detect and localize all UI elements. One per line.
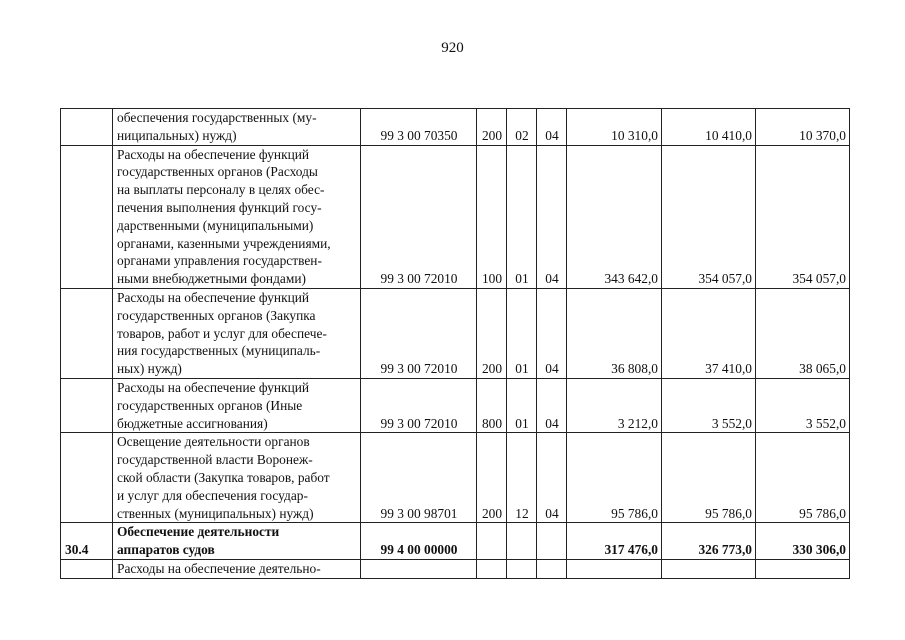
amount-year-1-cell: 95 786,0 [567,433,662,523]
amount-year-3-cell [756,559,850,578]
expense-name-cell: Обеспечение деятельности аппаратов судов [113,523,361,560]
table-row [61,378,850,432]
subsection-code-cell: 04 [537,109,567,146]
expense-type-code-cell [477,559,507,578]
table-row [61,559,850,578]
amount-year-3-cell: 354 057,0 [756,145,850,288]
amount-year-1-cell [567,559,662,578]
amount-year-2-cell: 326 773,0 [662,523,756,560]
amount-year-3-cell: 10 370,0 [756,109,850,146]
table-row [61,433,850,523]
section-code-cell: 02 [507,109,537,146]
expense-type-code-cell: 200 [477,288,507,378]
amount-year-2-cell: 95 786,0 [662,433,756,523]
row-number-cell: 30.4 [61,523,113,560]
amount-year-2-cell: 3 552,0 [662,378,756,432]
section-code-cell: 01 [507,145,537,288]
expense-name-cell: обеспечения государственных (му- ниципальных) нужд) [113,109,361,146]
expense-type-code-cell: 200 [477,109,507,146]
expense-type-code-cell: 200 [477,433,507,523]
row-number-cell [61,288,113,378]
amount-year-1-cell: 36 808,0 [567,288,662,378]
amount-year-1-cell: 317 476,0 [567,523,662,560]
amount-year-3-cell: 3 552,0 [756,378,850,432]
expense-name-cell: Расходы на обеспечение деятельно- [113,559,361,578]
expense-type-code-cell [477,523,507,560]
section-code-cell: 12 [507,433,537,523]
amount-year-2-cell: 37 410,0 [662,288,756,378]
table-row [61,523,850,560]
budget-table [60,108,850,579]
table-row [61,145,850,288]
amount-year-3-cell: 38 065,0 [756,288,850,378]
amount-year-2-cell [662,559,756,578]
target-article-code-cell: 99 3 00 98701 [361,433,477,523]
amount-year-2-cell: 10 410,0 [662,109,756,146]
section-code-cell [507,559,537,578]
amount-year-1-cell: 343 642,0 [567,145,662,288]
target-article-code-cell: 99 4 00 00000 [361,523,477,560]
amount-year-1-cell: 10 310,0 [567,109,662,146]
row-number-cell [61,433,113,523]
subsection-code-cell: 04 [537,288,567,378]
target-article-code-cell: 99 3 00 70350 [361,109,477,146]
subsection-code-cell [537,523,567,560]
table-row [61,288,850,378]
row-number-cell [61,109,113,146]
section-code-cell: 01 [507,288,537,378]
target-article-code-cell: 99 3 00 72010 [361,145,477,288]
expense-name-cell: Расходы на обеспечение функций государственных органов (Закупка товаров, работ и услуг для обеспече- ния государственных (муниципаль- ных) нужд) [113,288,361,378]
amount-year-3-cell: 330 306,0 [756,523,850,560]
target-article-code-cell: 99 3 00 72010 [361,378,477,432]
table-body [61,109,850,579]
expense-type-code-cell: 800 [477,378,507,432]
subsection-code-cell: 04 [537,433,567,523]
expense-name-cell: Освещение деятельности органов государственной власти Воронеж- ской области (Закупка товаров, работ и услуг для обеспечения государ- ственных (муниципальных) нужд) [113,433,361,523]
target-article-code-cell [361,559,477,578]
expense-name-cell: Расходы на обеспечение функций государственных органов (Расходы на выплаты персоналу в целях обес- печения выполнения функций госу- дарственными (муниципальными) органами, казенными учреждениями, органами управления государствен- ными внебюджетными фондами) [113,145,361,288]
amount-year-1-cell: 3 212,0 [567,378,662,432]
row-number-cell [61,378,113,432]
expense-name-cell: Расходы на обеспечение функций государственных органов (Иные бюджетные ассигнования) [113,378,361,432]
subsection-code-cell: 04 [537,378,567,432]
table-row [61,109,850,146]
expense-type-code-cell: 100 [477,145,507,288]
subsection-code-cell: 04 [537,145,567,288]
amount-year-3-cell: 95 786,0 [756,433,850,523]
target-article-code-cell: 99 3 00 72010 [361,288,477,378]
amount-year-2-cell: 354 057,0 [662,145,756,288]
section-code-cell: 01 [507,378,537,432]
section-code-cell [507,523,537,560]
page-number: 920 [441,40,464,56]
subsection-code-cell [537,559,567,578]
row-number-cell [61,559,113,578]
row-number-cell [61,145,113,288]
